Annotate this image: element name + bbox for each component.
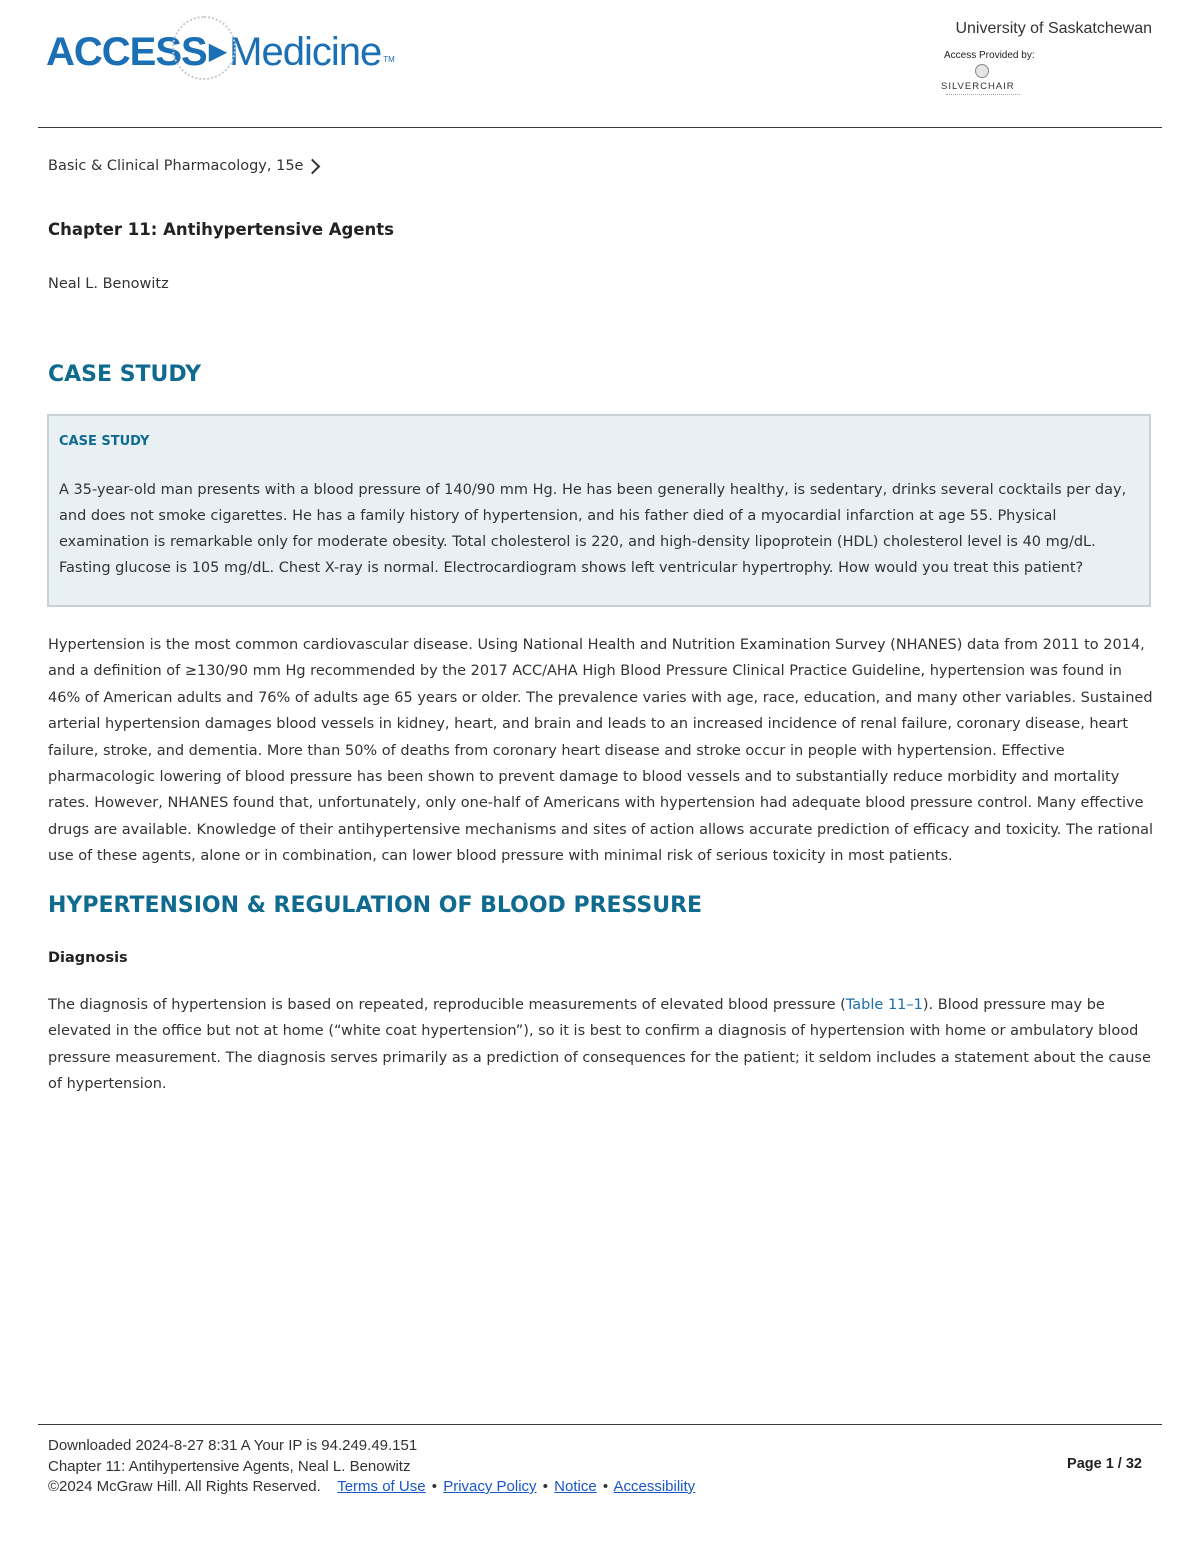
accessmedicine-logo[interactable] [46, 18, 395, 82]
silverchair-tagline-divider [946, 94, 1020, 97]
intro-paragraph: Hypertension is the most common cardiovascular disease. Using National Health and Nutrition Examination Survey (NHANES) data from 2011 to 2014, and a definition of ≥130/90 mm Hg recommended by the 2017 ACC/AHA High Blood Pressure Clinical Practice Guideline, hypertension was found in 46% of American adults and 76% of adults age 65 years or older. The prevalence varies with age, race, education, and many other variables. Sustained arterial hypertension damages blood vessels in kidney, heart, and brain and leads to an increased incidence of renal failure, coronary disease, heart failure, stroke, and dementia. More than 50% of deaths from coronary heart disease and stroke occur in people with hypertension. Effective pharmacologic lowering of blood pressure has been shown to prevent damage to blood vessels and to substantially reduce morbidity and mortality rates. However, NHANES found that, unfortunately, only one-half of Americans with hypertension had adequate blood pressure control. Many effective drugs are available. Knowledge of their antihypertensive mechanisms and sites of action allows accurate prediction of efficacy and toxicity. The rational use of these agents, alone or in combination, can lower blood pressure with minimal risk of serious toxicity in most patients. [48, 637, 1154, 865]
notice-link[interactable]: Notice [554, 1478, 597, 1495]
section-heading: HYPERTENSION & REGULATION OF BLOOD PRESSURE [48, 893, 703, 918]
logo-gear-icon [172, 16, 236, 80]
diagnosis-text-after: ). Blood pressure may be elevated in the office but not at home (“white coat hypertension”), so it is best to confirm a diagnosis of hypertension with home or ambulatory blood pressure measurement. The diagnosis serves primarily as a prediction of consequences for the patient; it seldom includes a statement about the cause of hypertension. [48, 997, 1151, 1093]
logo-medicine-text: Medicine [229, 30, 382, 74]
chapter-title: Chapter 11: Antihypertensive Agents [48, 220, 394, 239]
silverchair-logo: SILVERCHAIR [941, 81, 1015, 92]
institution-name: University of Saskatchewan [955, 20, 1152, 37]
copyright-text: ©2024 McGraw Hill. All Rights Reserved. [48, 1478, 321, 1495]
breadcrumb-book[interactable]: Basic & Clinical Pharmacology, 15e [48, 158, 304, 174]
page-number: Page 1 / 32 [1067, 1456, 1142, 1472]
logo-access-text: ACCESS [46, 30, 207, 74]
diagnosis-paragraph [48, 992, 1154, 1098]
logo-arrow-icon: ▶ [208, 38, 228, 65]
diagnosis-text-before: The diagnosis of hypertension is based on repeated, reproducible measurements of elevated blood pressure ( [48, 997, 846, 1013]
download-info: Downloaded 2024-8-27 8:31 A Your IP is 94.249.49.151 [48, 1437, 418, 1454]
header-divider [38, 127, 1162, 128]
access-provided-label: Access Provided by: [944, 50, 1035, 61]
diagnosis-subheading: Diagnosis [48, 950, 128, 966]
logo-trademark: TM [383, 55, 395, 64]
footer-separator: • [602, 1478, 609, 1495]
table-11-1-link[interactable]: Table 11–1 [845, 997, 923, 1013]
silverchair-emblem-icon [975, 64, 989, 78]
copyright-line [48, 1477, 695, 1498]
privacy-policy-link[interactable]: Privacy Policy [443, 1478, 537, 1495]
chevron-right-icon [305, 158, 321, 174]
accessibility-link[interactable]: Accessibility [613, 1478, 696, 1495]
page-header [0, 0, 1200, 128]
terms-of-use-link[interactable]: Terms of Use [337, 1478, 426, 1495]
page-footer [48, 1436, 695, 1498]
chapter-author: Neal L. Benowitz [48, 276, 169, 292]
citation: Chapter 11: Antihypertensive Agents, Neal L. Benowitz [48, 1457, 411, 1475]
case-study-text: A 35-year-old man presents with a blood pressure of 140/90 mm Hg. He has been generally healthy, is sedentary, drinks several cocktails per day, and does not smoke cigarettes. He has a family history of hypertension, and his father died of a myocardial infarction at age 55. Physical examination is remarkable only for moderate obesity. Total cholesterol is 220, and high-density lipoprotein (HDL) cholesterol level is 40 mg/dL. Fasting glucose is 105 mg/dL. Chest X-ray is normal. Electrocardiogram shows left ventricular hypertrophy. How would you treat this patient? [59, 482, 1127, 576]
footer-separator: • [431, 1478, 438, 1495]
case-study-box-label: CASE STUDY [59, 434, 150, 449]
breadcrumb[interactable] [48, 158, 324, 174]
footer-divider [38, 1424, 1162, 1425]
case-study-box [47, 414, 1151, 607]
case-study-heading: CASE STUDY [48, 362, 202, 387]
footer-separator: • [542, 1478, 548, 1495]
